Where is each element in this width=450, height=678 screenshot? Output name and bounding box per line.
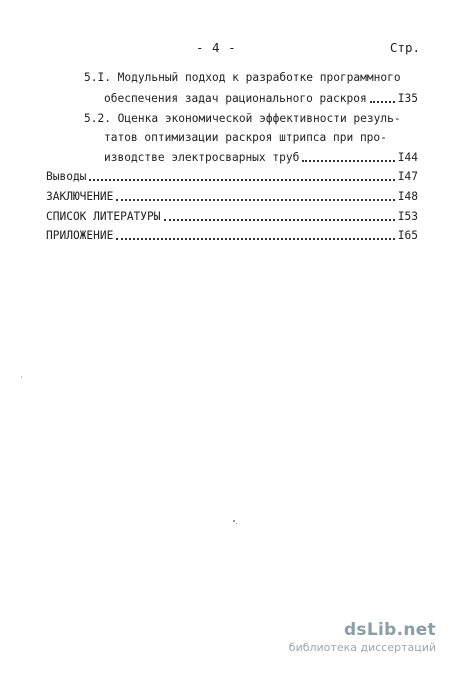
page-number: - 4 - [196, 40, 237, 55]
dot-leader [116, 238, 394, 240]
toc-references-page: I53 [397, 210, 418, 223]
toc-entry-appendix [46, 229, 418, 243]
dot-leader [164, 219, 395, 221]
watermark-subtitle: библиотека диссертаций [288, 641, 436, 654]
toc-5-2-line3: изводстве электросварных труб [104, 151, 300, 164]
dot-leader [116, 199, 394, 201]
dot-leader [370, 101, 395, 103]
toc-entry-final [46, 190, 418, 204]
toc-conclusions-label: Выводы [46, 170, 87, 183]
watermark-brand: dsLib.net [343, 620, 436, 640]
toc-entry-references [46, 210, 418, 224]
toc-5-1-line1: 5.I. Модульный подход к разработке программного [84, 71, 401, 84]
toc-entry-conclusions [46, 170, 418, 184]
page-column-label: Стр. [389, 40, 420, 55]
dot-leader [302, 160, 394, 162]
toc-5-1-page: I35 [397, 92, 418, 105]
watermark [289, 620, 436, 654]
toc-5-1-line2: обеспечения задач рационального раскроя [104, 92, 367, 105]
toc-5-2-line1: 5.2. Оценка экономической эффективности резуль- [84, 112, 401, 125]
dot-leader [89, 179, 394, 181]
toc-5-2-page: I44 [397, 151, 418, 164]
toc-references-label: СПИСОК ЛИТЕРАТУРЫ [46, 210, 161, 223]
scan-speck [21, 376, 22, 378]
toc-appendix-page: I65 [397, 229, 418, 242]
toc-entry-5-2 [104, 151, 418, 165]
toc-conclusions-page: I47 [397, 170, 418, 183]
toc-appendix-label: ПРИЛОЖЕНИЕ [46, 229, 114, 242]
toc-final-label: ЗАКЛЮЧЕНИЕ [46, 190, 114, 203]
scan-speck [236, 523, 237, 524]
toc-final-page: I48 [397, 190, 418, 203]
toc-entry-5-1 [104, 92, 418, 106]
scan-speck [233, 520, 235, 522]
toc-5-2-line2: татов оптимизации раскроя штрипса при про- [104, 131, 387, 144]
